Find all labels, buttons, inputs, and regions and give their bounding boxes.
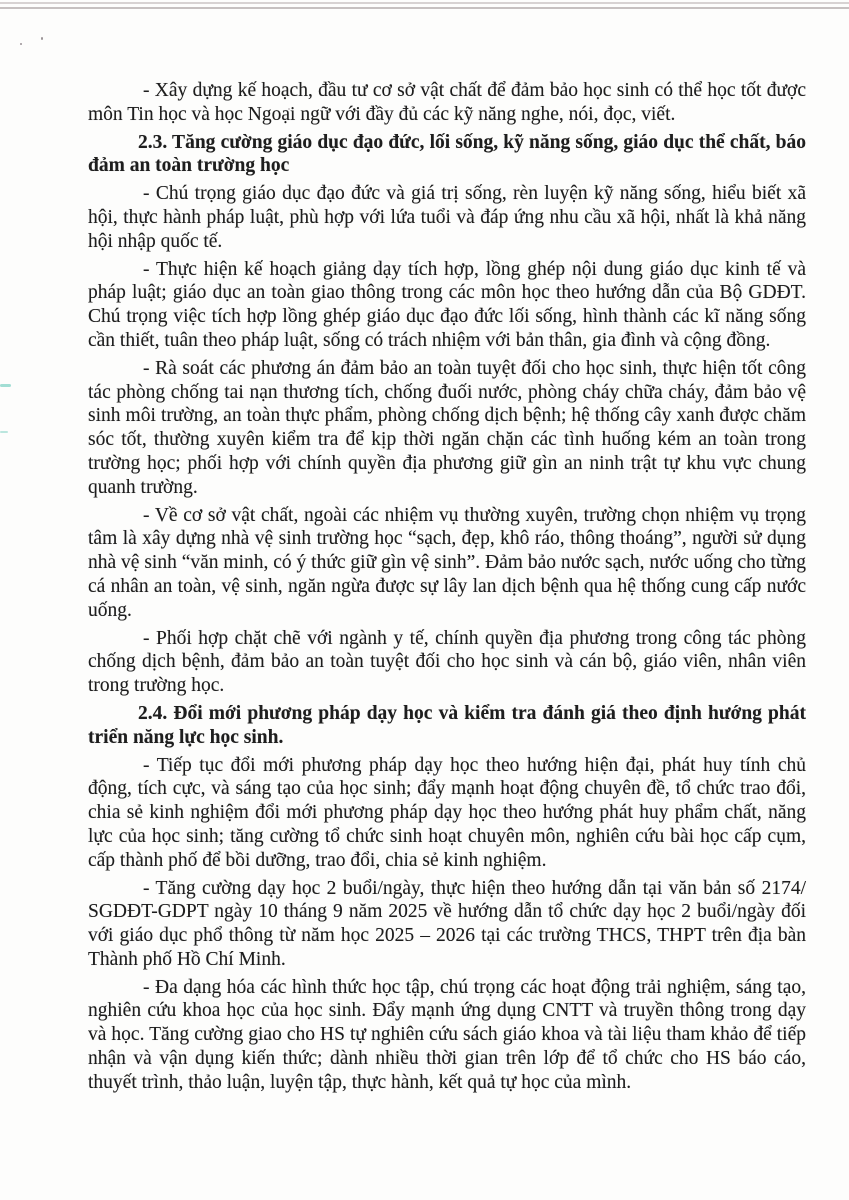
teal-ink-mark — [0, 384, 11, 387]
body-paragraph: - Đa dạng hóa các hình thức học tập, chú trọng các hoạt động trải nghiệm, sáng tạo, nghiên cứu khoa học của học sinh. Đẩy mạnh ứng dụng CNTT và truyền thông trong dạy và học. Tăng cường giao cho HS tự nghiên cứu sách giáo khoa và tài liệu tham khảo để tiếp nhận và vận dụng kiến thức; dành nhiều thời gian trên lớp để tổ chức cho HS báo cáo, thuyết trình, thảo luận, luyện tập, thực hành, kết quả tự học của mình. — [88, 976, 806, 1093]
document-body — [88, 79, 806, 1095]
body-paragraph: - Tiếp tục đổi mới phương pháp dạy học theo hướng hiện đại, phát huy tính chủ động, tích cực, và sáng tạo của học sinh; đẩy mạnh hoạt động chuyên đề, tổ chức trao đổi, chia sẻ kinh nghiệm đổi mới phương pháp dạy học theo hướng phát huy phẩm chất, năng lực của học sinh; tăng cường tổ chức sinh hoạt chuyên môn, nghiên cứu bài học cấp cụm, cấp thành phố để bồi dưỡng, trao đổi, chia sẻ kinh nghiệm. — [88, 754, 806, 871]
section-heading-2-3: 2.3. Tăng cường giáo dục đạo đức, lối sống, kỹ năng sống, giáo dục thể chất, báo đảm an toàn trường học — [88, 131, 806, 177]
teal-ink-mark — [0, 431, 8, 433]
dust-speck — [20, 43, 22, 45]
scan-edge-line — [0, 7, 849, 9]
body-paragraph: - Tăng cường dạy học 2 buổi/ngày, thực hiện theo hướng dẫn tại văn bản số 2174/ SGDĐT-GDPT ngày 10 tháng 9 năm 2025 về hướng dẫn tổ chức dạy học 2 buổi/ngày đối với giáo dục phổ thông từ năm học 2025 – 2026 tại các trường THCS, THPT trên địa bàn Thành phố Hồ Chí Minh. — [88, 877, 806, 970]
scan-edge-line — [0, 2, 849, 4]
body-paragraph: - Chú trọng giáo dục đạo đức và giá trị sống, rèn luyện kỹ năng sống, hiểu biết xã hội, thực hành pháp luật, phù hợp với lứa tuổi và đáp ứng nhu cầu xã hội, nhất là khả năng hội nhập quốc tế. — [88, 183, 806, 252]
body-paragraph: - Thực hiện kế hoạch giảng dạy tích hợp, lồng ghép nội dung giáo dục kinh tế và pháp luật; giáo dục an toàn giao thông trong các môn học theo hướng dẫn của Bộ GDĐT. Chú trọng việc tích hợp lồng ghép giáo dục đạo đức lối sống, hình thành các kĩ năng sống cần thiết, tuân theo pháp luật, sống có trách nhiệm với bản thân, gia đình và cộng đồng. — [88, 258, 806, 351]
body-paragraph: - Về cơ sở vật chất, ngoài các nhiệm vụ thường xuyên, trường chọn nhiệm vụ trọng tâm là xây dựng nhà vệ sinh trường học “sạch, đẹp, khô ráo, thông thoáng”, người sử dụng nhà vệ sinh “văn minh, có ý thức giữ gìn vệ sinh”. Đảm bảo nước sạch, nước uống cho từng cá nhân an toàn, vệ sinh, ngăn ngừa được sự lây lan dịch bệnh qua hệ thống cung cấp nước uống. — [88, 504, 806, 621]
section-heading-2-4: 2.4. Đổi mới phương pháp dạy học và kiểm tra đánh giá theo định hướng phát triển năng lực học sinh. — [88, 702, 806, 748]
body-paragraph: - Rà soát các phương án đảm bảo an toàn tuyệt đối cho học sinh, thực hiện tốt công tác phòng chống tai nạn thương tích, chống đuối nước, phòng cháy chữa cháy, đảm bảo vệ sinh môi trường, an toàn thực phẩm, phòng chống dịch bệnh; hệ thống cây xanh được chăm sóc tốt, thường xuyên kiểm tra để kịp thời ngăn chặn các tình huống kém an toàn trong trường học; phối hợp với chính quyền địa phương giữ gìn an ninh trật tự khu vực chung quanh trường. — [88, 357, 806, 498]
body-paragraph: - Phối hợp chặt chẽ với ngành y tế, chính quyền địa phương trong công tác phòng chống dịch bệnh, đảm bảo an toàn tuyệt đối cho học sinh và cán bộ, giáo viên, nhân viên trong trường học. — [88, 627, 806, 697]
dust-speck — [41, 37, 43, 40]
body-paragraph: - Xây dựng kế hoạch, đầu tư cơ sở vật chất để đảm bảo học sinh có thể học tốt được môn Tin học và học Ngoại ngữ với đầy đủ các kỹ năng nghe, nói, đọc, viết. — [88, 80, 806, 125]
